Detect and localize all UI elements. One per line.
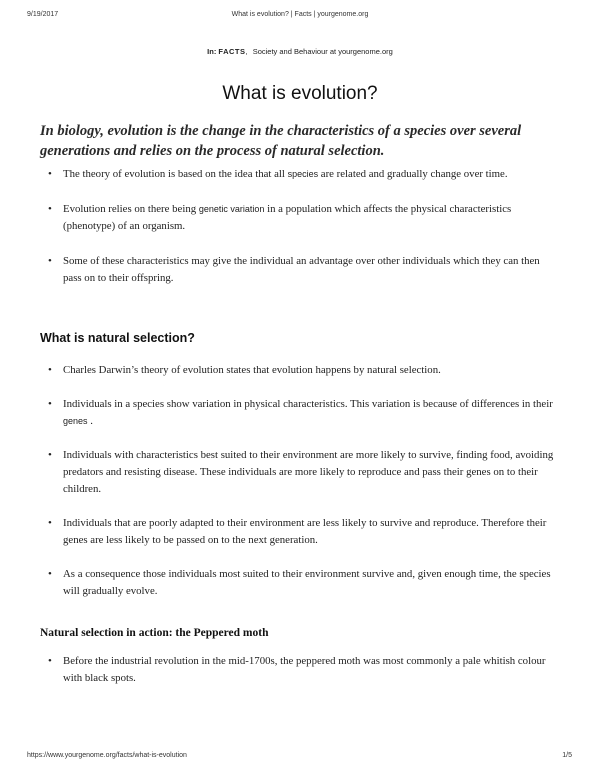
category-line <box>0 47 600 56</box>
print-url: https://www.yourgenome.org/facts/what-is-evolution <box>27 752 187 759</box>
list-item-text: in a population which affects the physical characteristics (phenotype) of an organism. <box>63 203 512 232</box>
list-item <box>48 362 558 379</box>
list-item <box>48 653 558 687</box>
list-item-text: Some of these characteristics may give the individual an advantage over other individuals which they can then pass on to their offspring. <box>63 255 540 284</box>
list-item <box>48 447 558 498</box>
list-item-text: Charles Darwin’s theory of evolution states that evolution happens by natural selection. <box>63 364 441 376</box>
genes-link[interactable]: genes <box>63 416 88 426</box>
list-item <box>48 166 558 183</box>
list-item-text: The theory of evolution is based on the idea that all <box>63 168 288 180</box>
print-title: What is evolution? | Facts | yourgenome.org <box>231 11 369 18</box>
list-item-text: Individuals in a species show variation in physical characteristics. This variation is because of differences in their <box>63 398 553 410</box>
print-date: 9/19/2017 <box>27 11 59 18</box>
print-header <box>0 11 600 23</box>
evolution-bullet-list <box>48 166 558 287</box>
genetic-variation-link[interactable]: genetic variation <box>198 204 265 214</box>
section-heading-peppered-moth: Natural selection in action: the Peppered moth <box>40 627 269 639</box>
list-item <box>48 201 558 235</box>
list-item-text: Evolution relies on there being <box>63 203 199 215</box>
section-heading-natural-selection: What is natural selection? <box>40 331 195 345</box>
category-facts-link[interactable]: FACTS <box>218 47 246 56</box>
peppered-moth-bullet-list <box>48 653 558 687</box>
list-item-text: As a consequence those individuals most suited to their environment survive and, given enough time, the species will gradually evolve. <box>63 568 551 597</box>
category-society-link[interactable]: Society and Behaviour <box>252 47 328 56</box>
page-number: 1/5 <box>562 752 572 759</box>
category-label: In: <box>207 47 217 56</box>
list-item-text: Individuals that are poorly adapted to their environment are less likely to survive and reproduce. Therefore their genes are less likely to be passed on to the next generation. <box>63 517 547 546</box>
natural-selection-bullet-list <box>48 362 558 600</box>
species-link[interactable]: species <box>287 169 319 179</box>
list-item-text: Individuals with characteristics best suited to their environment are more likely to survive, finding food, avoiding predators and resisting disease. These individuals are more likely to reproduce and pass their genes on to their children. <box>63 449 554 495</box>
page-title: What is evolution? <box>222 83 378 104</box>
list-item-text: Before the industrial revolution in the mid-1700s, the peppered moth was most commonly a pale whitish colour with black spots. <box>63 655 546 684</box>
category-site: at yourgenome.org <box>329 47 393 56</box>
list-item <box>48 515 558 549</box>
list-item-text: are related and gradually change over time. <box>318 168 508 180</box>
print-footer <box>0 752 600 764</box>
intro-paragraph: In biology, evolution is the change in the characteristics of a species over several generations and relies on the process of natural selection. <box>40 123 522 159</box>
category-separator: , <box>245 47 248 56</box>
list-item-text: . <box>87 415 93 427</box>
list-item <box>48 396 558 430</box>
list-item <box>48 566 558 600</box>
list-item <box>48 253 558 287</box>
